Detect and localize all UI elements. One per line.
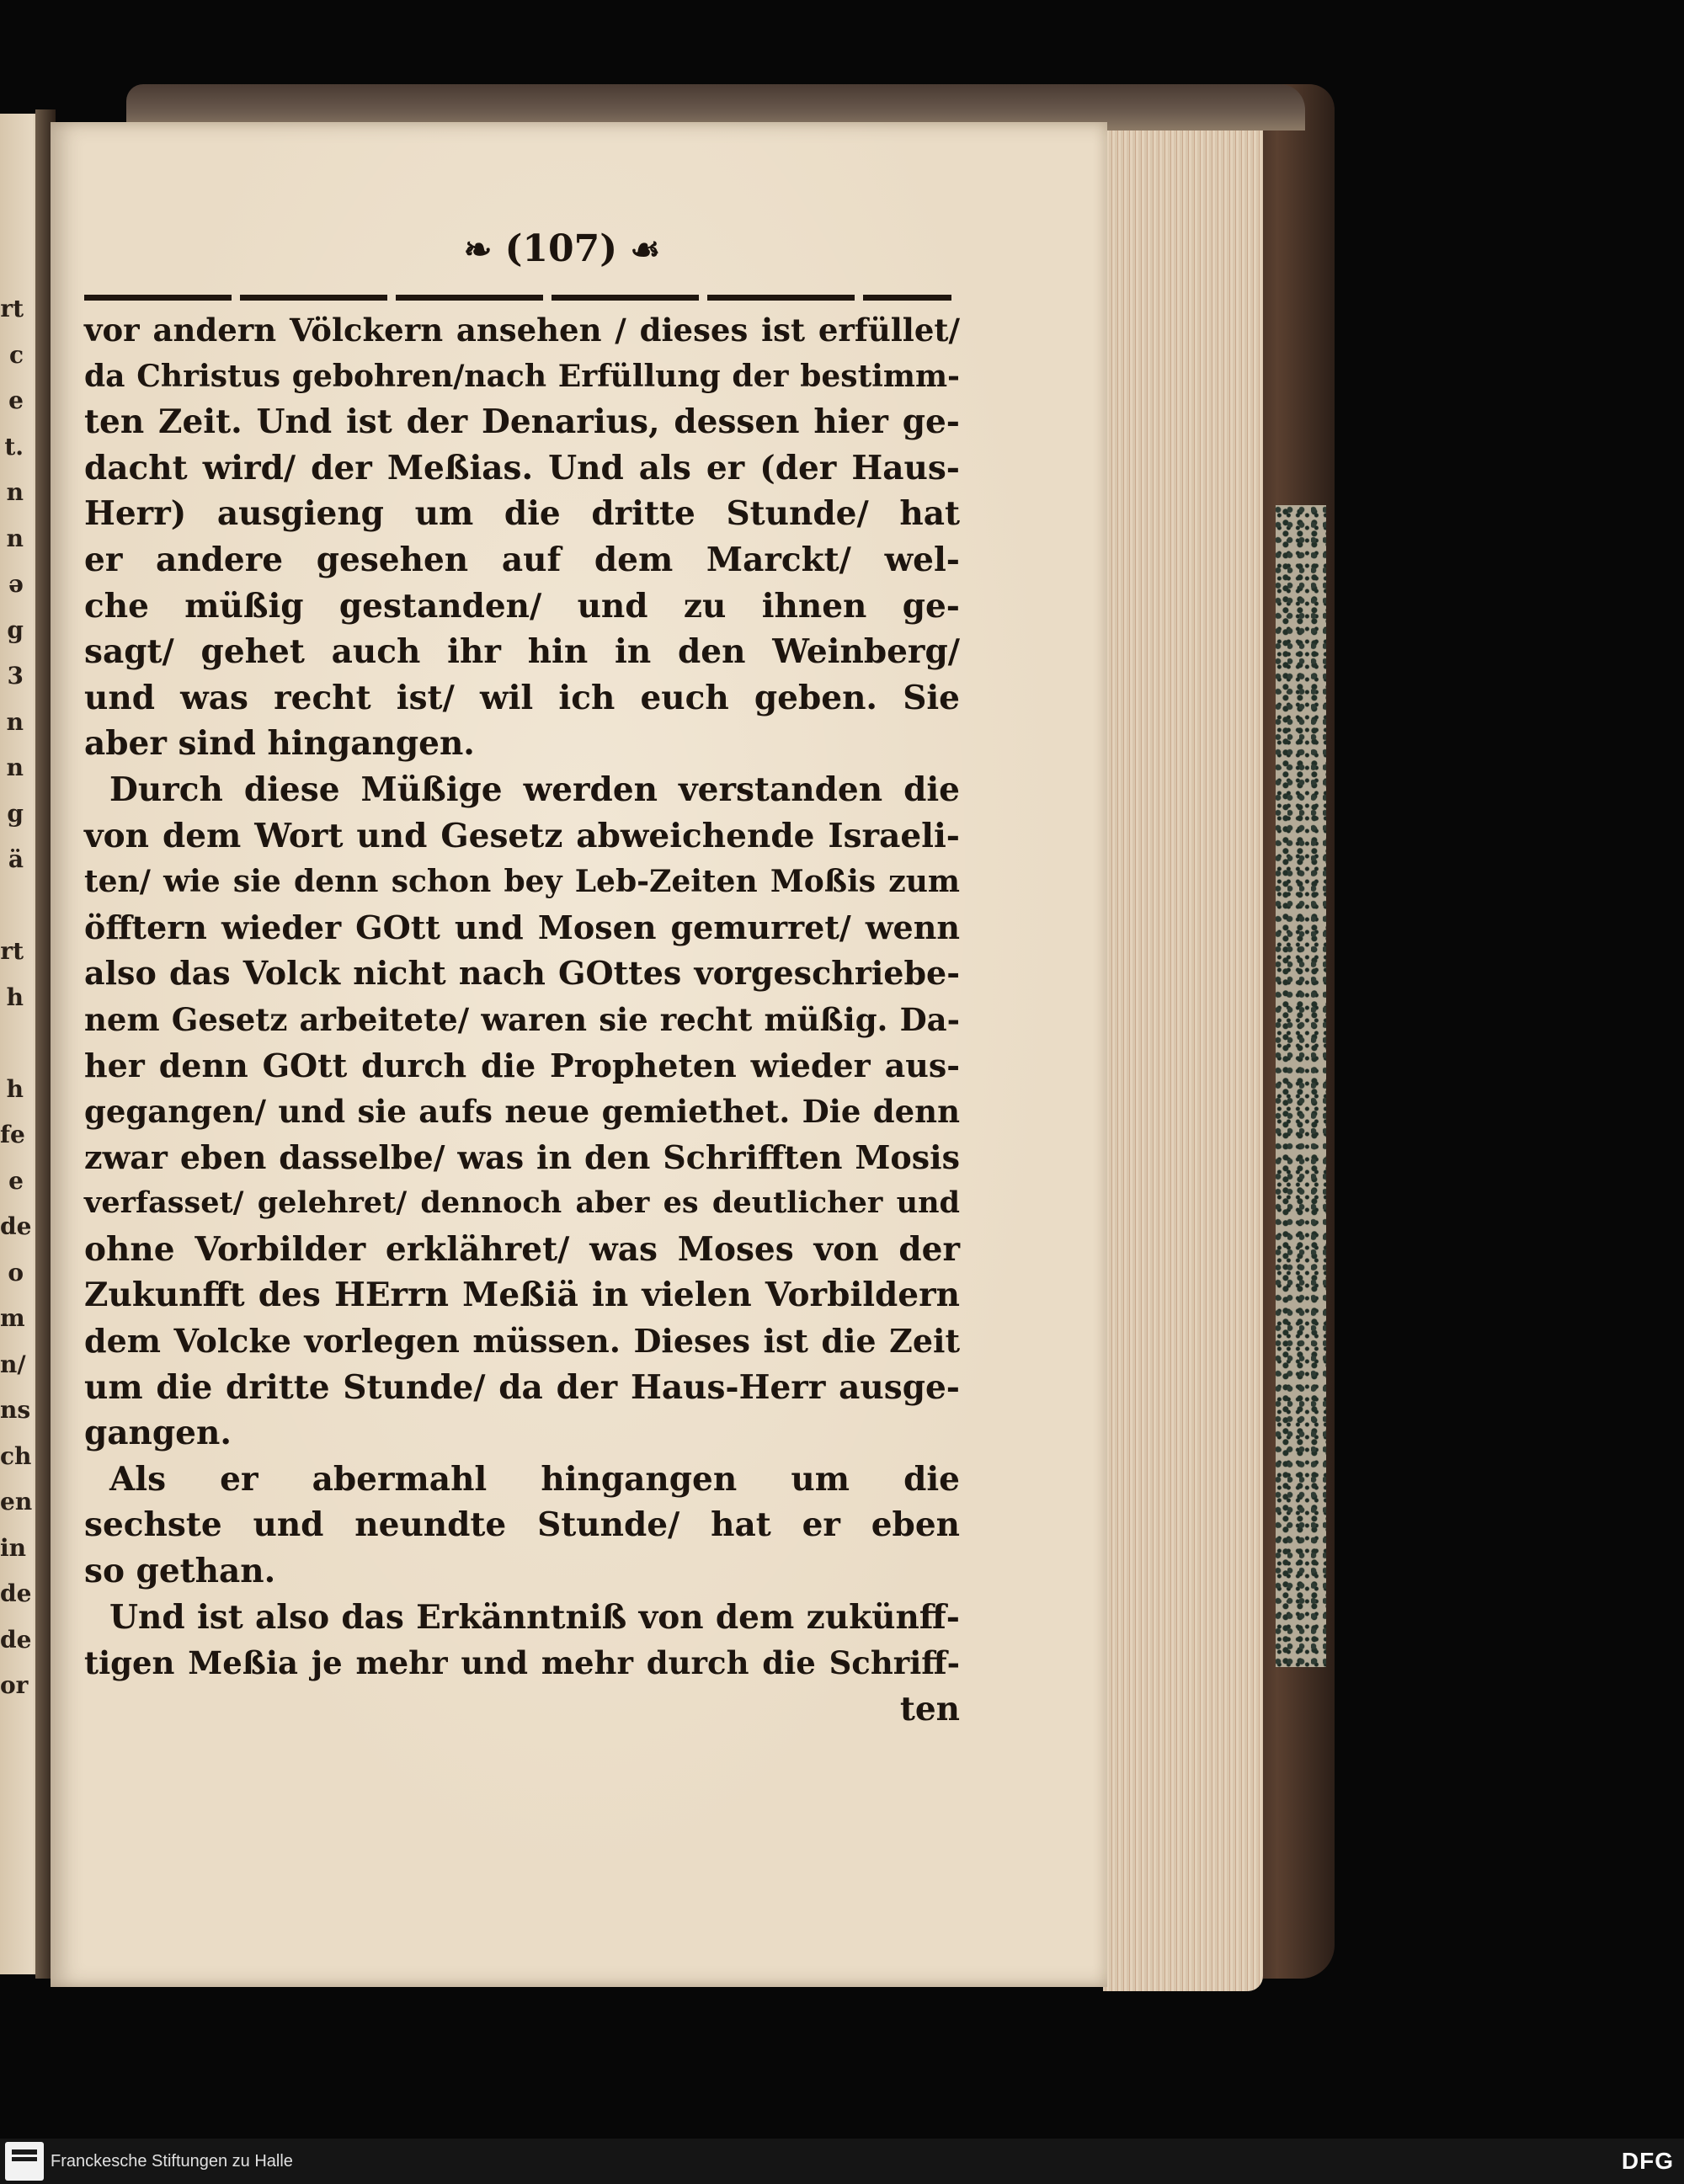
text-line: nem Gesetz arbeitete/ waren sie recht müßig. Da- [84,1000,960,1038]
text-line: Herr) ausgieng um die dritte Stunde/ hat [84,494,960,534]
text-line: her denn GOtt durch die Propheten wieder aus- [84,1046,960,1084]
facing-page-fragment: n [6,478,24,506]
text-line: ohne Vorbilder erklähret/ was Moses von der [84,1229,960,1269]
header-ornament-right: ☙ [630,230,661,269]
page-header [51,227,1074,270]
facing-page-fragment: t. [4,432,24,461]
header-ornament-left: ❧ [463,230,493,269]
text-line: zwar eben dasselbe/ was in den Schrifften Mosis [84,1137,960,1176]
facing-page-fragment: ns [0,1396,31,1424]
page-block-edge [1103,126,1263,1991]
text-line: sagt/ gehet auch ihr hin in den Weinberg/ [84,632,960,672]
dfg-badge: DFG [1621,2148,1674,2174]
facing-page-fragment: ä [8,845,24,873]
facing-page-fragment: in [0,1533,26,1562]
facing-page-fragment: de [0,1625,32,1654]
facing-page-fragment: ch [0,1441,32,1470]
facing-page-fragment: rt [0,937,24,965]
facing-page-fragment: rt [0,295,24,322]
text-line: Als er abermahl hingangen um die [109,1459,960,1499]
facing-page-fragment [0,1020,24,1067]
text-line: und was recht ist/ wil ich euch geben. Sie [84,678,960,717]
facing-page-fragment: n [6,707,24,736]
facing-page-fragment: m [0,1304,25,1332]
facing-page-fragment: en [0,1488,33,1515]
facing-page-fragment: or [0,1671,29,1699]
text-line: gangen. [84,1414,232,1453]
book-page [51,122,1107,1987]
facing-page-fragment: de [0,1212,32,1240]
institution-logo-icon [5,2142,44,2181]
facing-page-fragment: e [8,1166,24,1195]
text-line: tigen Meßia je mehr und mehr durch die Schriff- [84,1644,960,1682]
text-line: Und ist also das Erkänntniß von dem zukünff- [109,1597,960,1637]
page-body-text [84,307,960,1732]
text-line: Zukunfft des HErrn Meßiä in vielen Vorbildern [84,1276,960,1315]
facing-page-fragment: fe [0,1121,25,1148]
facing-page-fragment: 3 [7,662,24,690]
facing-page-fragment: e [8,386,24,414]
footer-bar [0,2139,1684,2184]
page-number: (107) [504,227,618,270]
text-line: ten/ wie sie denn schon bey Leb-Zeiten Moßis zum [84,864,960,900]
text-line: da Christus gebohren/nach Erfüllung der bestimm- [84,358,960,394]
facing-page-fragment: h [6,1074,24,1103]
text-line: so gethan. [84,1552,276,1591]
cover-speckled-edge [1276,505,1326,1667]
facing-page-fragment: g [7,615,24,644]
facing-page-fragment: o [8,1258,24,1286]
text-line: aber sind hingangen. [84,724,475,764]
text-line: che müßig gestanden/ und zu ihnen ge- [84,586,960,626]
text-line: vor andern Völckern ansehen / dieses ist erfüllet/ [84,312,960,349]
text-line: dem Volcke vorlegen müssen. Dieses ist die Zeit [84,1322,960,1361]
text-line: verfasset/ gelehret/ dennoch aber es deutlicher und [84,1185,960,1221]
facing-page-fragment: n [6,754,24,781]
text-line: gegangen/ und sie aufs neue gemiethet. Die denn [84,1093,960,1131]
institution-name: Franckesche Stiftungen zu Halle [51,2152,293,2171]
facing-page-fragments [0,286,33,1886]
text-line: ten [899,1689,960,1729]
text-line: öfftern wieder GOtt und Mosen gemurret/ wenn [84,908,960,946]
facing-page-fragment: de [0,1579,32,1607]
facing-page-fragment: ǝ [8,570,24,598]
header-rule [84,295,951,301]
facing-page-fragment: n/ [0,1350,26,1378]
text-line: Durch diese Müßige werden verstanden die [109,770,960,809]
text-line: um die dritte Stunde/ da der Haus-Herr ausge- [84,1367,960,1407]
text-line: ten Zeit. Und ist der Denarius, dessen hier ge- [84,402,960,442]
facing-page-fragment: c [8,340,24,369]
text-line: sechste und neundte Stunde/ hat er eben [84,1505,960,1545]
facing-page-fragment [0,883,24,930]
facing-page-fragment: h [6,983,24,1011]
facing-page-fragment: g [7,799,24,828]
text-line: von dem Wort und Gesetz abweichende Israeli- [84,816,960,855]
text-line: dacht wird/ der Meßias. Und als er (der Haus- [84,448,960,487]
text-line: also das Volck nicht nach GOttes vorgeschriebe- [84,954,960,993]
text-line: er andere gesehen auf dem Marckt/ wel- [84,540,960,579]
facing-page-fragment: n [6,524,24,552]
